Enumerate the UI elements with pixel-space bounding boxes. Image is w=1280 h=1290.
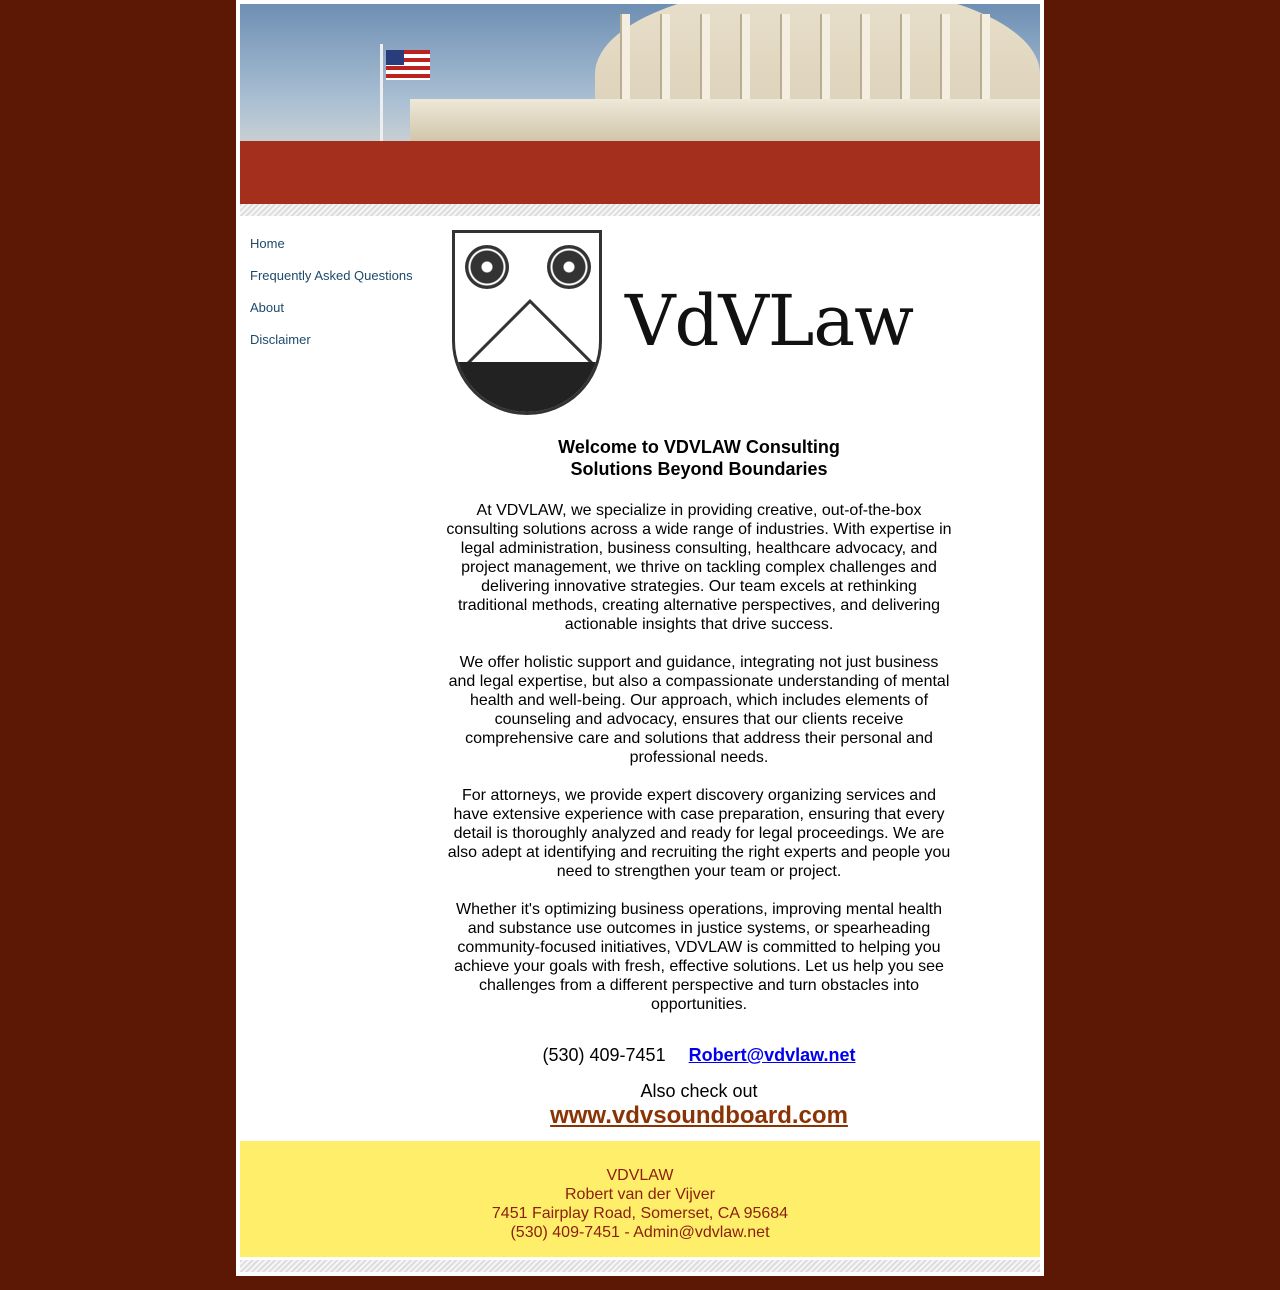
footer-company: VDVLAW	[606, 1167, 674, 1184]
page-container	[236, 0, 1044, 1276]
sidebar-nav	[250, 236, 413, 364]
footer-address: 7451 Fairplay Road, Somerset, CA 95684	[491, 1205, 789, 1222]
soundboard-link[interactable]: www.vdvsoundboard.com	[550, 1102, 848, 1129]
header-capitol-image	[240, 4, 1040, 141]
coat-of-arms-icon	[452, 230, 602, 415]
footer-name: Robert van der Vijver	[565, 1186, 715, 1203]
nav-disclaimer[interactable]: Disclaimer	[250, 332, 311, 347]
closing-paragraph: Whether it's optimizing business operations, improving mental health and substance use outcomes in justice systems, or spearheading community-focused initiatives, VDVLAW is committed to helping you achieve your goals with fresh, effective solutions. Let us help you see challenges from a different perspective and turn obstacles into opportunities.	[454, 901, 944, 1013]
email-link[interactable]: Robert@vdvlaw.net	[688, 1045, 856, 1065]
nav-faq[interactable]: Frequently Asked Questions	[250, 268, 413, 283]
nav-home[interactable]: Home	[250, 236, 285, 251]
also-check-out: Also check out	[640, 1081, 758, 1101]
vdvlaw-logo	[450, 228, 914, 418]
main-content	[446, 436, 952, 1130]
page-title: Welcome to VDVLAW Consulting Solutions Beyond Boundaries	[558, 437, 840, 479]
contact-line	[446, 1045, 952, 1066]
divider	[240, 204, 1040, 216]
footer	[240, 1141, 1040, 1257]
intro-paragraph: At VDVLAW, we specialize in providing creative, out-of-the-box consulting solutions across a wide range of industries. With expertise in legal administration, business consulting, healthcare advocacy, and project management, we thrive on tackling complex challenges and delivering innovative strategies. Our team excels at rethinking traditional methods, creating alternative perspectives, and delivering actionable insights that drive success.	[446, 502, 952, 633]
support-paragraph: We offer holistic support and guidance, integrating not just business and legal expertise, but also a compassionate understanding of mental health and well-being. Our approach, which includes elements of counseling and advocacy, ensures that our clients receive comprehensive care and solutions that address their personal and professional needs.	[448, 654, 950, 766]
header-band	[240, 141, 1040, 204]
nav-about[interactable]: About	[250, 300, 284, 315]
logo-wordmark: VdVLaw	[625, 280, 914, 362]
flag-icon	[386, 50, 430, 80]
bottom-divider	[240, 1260, 1040, 1272]
attorneys-paragraph: For attorneys, we provide expert discovery organizing services and have extensive experience with case preparation, ensuring that every detail is thoroughly analyzed and ready for legal proceedings. We are also adept at identifying and recruiting the right experts and people you need to strengthen your team or project.	[447, 787, 951, 880]
footer-contact: (530) 409-7451 - Admin@vdvlaw.net	[510, 1224, 770, 1241]
phone-number: (530) 409-7451	[542, 1045, 666, 1065]
